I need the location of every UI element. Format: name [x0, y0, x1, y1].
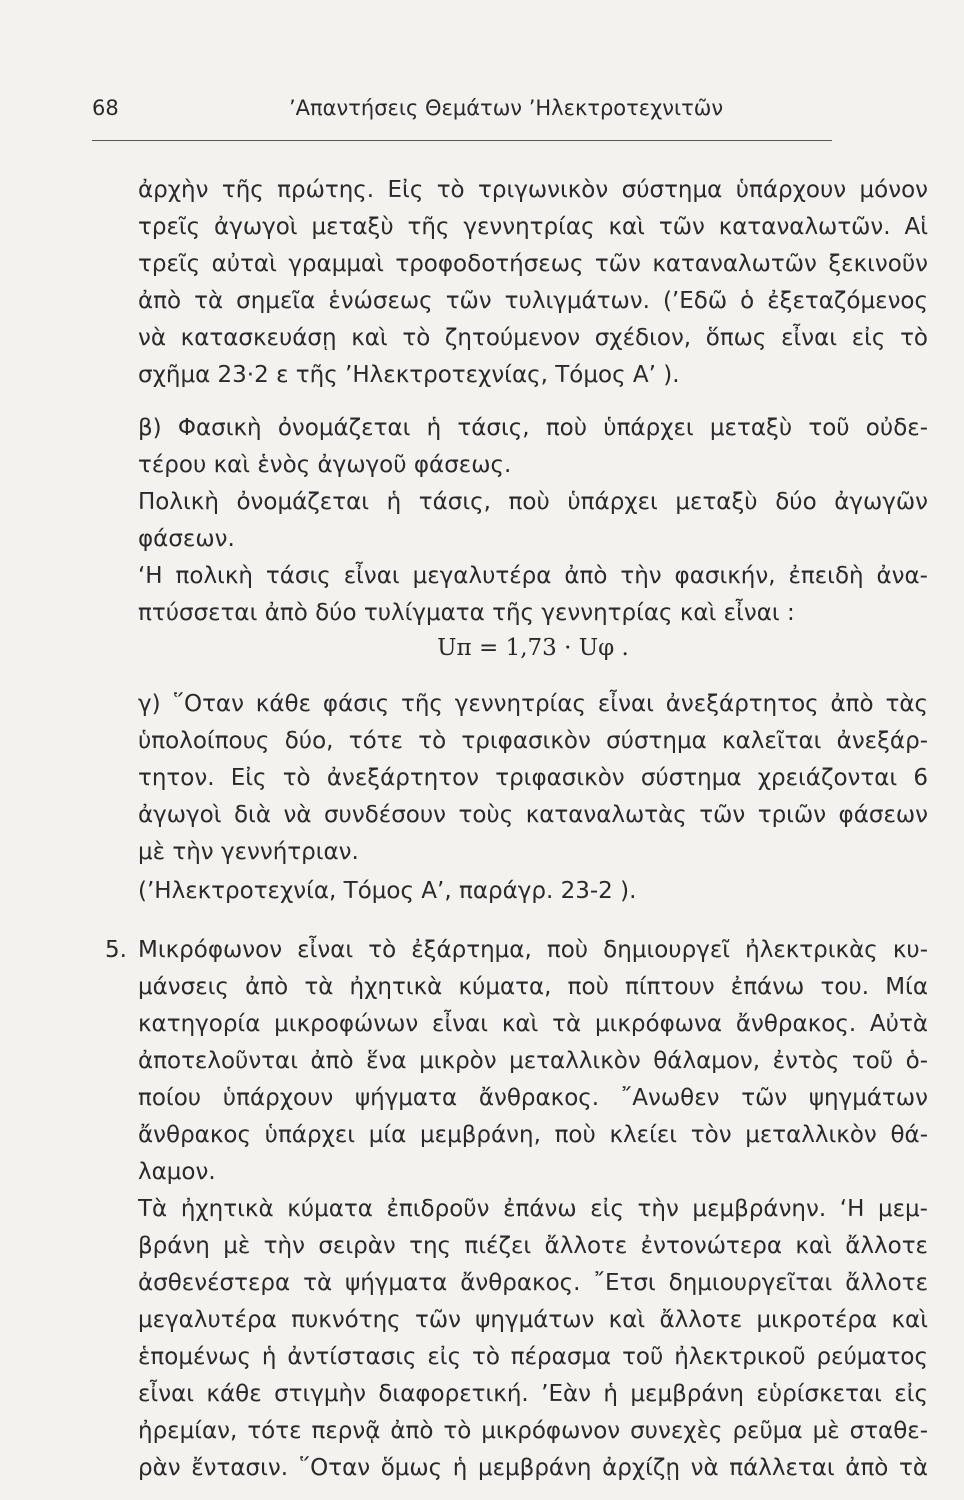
- text-line: β) Φασικὴ ὀνομάζεται ἡ τάσις, ποὺ ὑπάρχει μεταξὺ τοῦ οὐδε-: [138, 415, 928, 441]
- text-line: ‘Η πολικὴ τάσις εἶναι μεγαλυτέρα ἀπὸ τὴν φασικήν, ἐπειδὴ ἀνα-: [138, 563, 928, 589]
- running-title: ’Απαντήσεις Θεμάτων ’Ηλεκτροτεχνιτῶν: [289, 96, 724, 120]
- text-line: ἀπὸ τὰ σημεῖα ἑνώσεως τῶν τυλιγμάτων. (’Εδῶ ὁ ἐξεταζόμενος: [138, 288, 928, 314]
- text-line: ποίου ὑπάρχουν ψήγματα ἄνθρακος. ῎Ανωθεν τῶν ψηγμάτων: [138, 1085, 928, 1111]
- page-number: 68: [92, 96, 119, 120]
- text-line: τέρου καὶ ἑνὸς ἀγωγοῦ φάσεως.: [138, 452, 512, 478]
- text-line: λαμον.: [138, 1159, 216, 1185]
- text-line: ἠρεμίαν, τότε περνᾷ ἀπὸ τὸ μικρόφωνον συνεχὲς ρεῦμα μὲ σταθε-: [138, 1418, 928, 1444]
- text-line: τρεῖς αὐταὶ γραμμαὶ τροφοδοτήσεως τῶν καταναλωτῶν ξεκινοῦν: [138, 251, 928, 277]
- text-line: νὰ κατασκευάσῃ καὶ τὸ ζητούμενον σχέδιον, ὅπως εἶναι εἰς τὸ: [138, 325, 928, 351]
- formula: Uπ = 1,73 · Uφ .: [437, 635, 629, 661]
- text-line: μὲ τὴν γεννήτριαν.: [138, 839, 359, 865]
- text-line: ἀσθενέστερα τὰ ψήγματα ἄνθρακος. ῎Ετσι δημιουργεῖται ἄλλοτε: [138, 1270, 928, 1296]
- text-line: ἀγωγοὶ διὰ νὰ συνδέσουν τοὺς καταναλωτὰς τῶν τριῶν φάσεων: [138, 802, 928, 828]
- text-line: ἀποτελοῦνται ἀπὸ ἕνα μικρὸν μεταλλικὸν θάλαμον, ἐντὸς τοῦ ὁ-: [138, 1048, 928, 1074]
- text-line: ρὰν ἔντασιν. ῞Οταν ὅμως ἡ μεμβράνη ἀρχίζῃ νὰ πάλλεται ἀπὸ τὰ: [138, 1455, 928, 1481]
- item-number: 5.: [105, 937, 127, 963]
- header-rule: [92, 140, 832, 141]
- text-line: φάσεων.: [138, 526, 235, 552]
- text-line: ἑπομένως ἡ ἀντίστασις εἰς τὸ πέρασμα τοῦ ἠλεκτρικοῦ ρεύματος: [138, 1344, 928, 1370]
- text-line: σχῆμα 23·2 ε τῆς ’Ηλεκτροτεχνίας, Τόμος Α’ ).: [138, 362, 680, 388]
- text-line: ὑπολοίπους δύο, τότε τὸ τριφασικὸν σύστημα καλεῖται ἀνεξάρ-: [138, 728, 928, 754]
- text-line: βράνη μὲ τὴν σειρὰν της πιέζει ἄλλοτε ἐντονώτερα καὶ ἄλλοτε: [138, 1233, 928, 1259]
- text-line: εἶναι κάθε στιγμὴν διαφορετική. ’Εὰν ἡ μεμβράνη εὑρίσκεται εἰς: [138, 1381, 928, 1407]
- text-line: μάνσεις ἀπὸ τὰ ἠχητικὰ κύματα, ποὺ πίπτουν ἐπάνω του. Μία: [138, 974, 928, 1000]
- text-line: τρεῖς ἀγωγοὶ μεταξὺ τῆς γεννητρίας καὶ τῶν καταναλωτῶν. Αἱ: [138, 214, 928, 240]
- text-line: Τὰ ἠχητικὰ κύματα ἐπιδροῦν ἐπάνω εἰς τὴν μεμβράνην. ‘Η μεμ-: [138, 1196, 928, 1222]
- text-line: Μικρόφωνον εἶναι τὸ ἐξάρτημα, ποὺ δημιουργεῖ ἠλεκτρικὰς κυ-: [138, 937, 928, 963]
- text-line: Πολικὴ ὀνομάζεται ἡ τάσις, ποὺ ὑπάρχει μεταξὺ δύο ἀγωγῶν: [138, 489, 928, 515]
- text-line: γ) ῞Οταν κάθε φάσις τῆς γεννητρίας εἶναι ἀνεξάρτητος ἀπὸ τὰς: [138, 691, 928, 717]
- text-line: ἄνθρακος ὑπάρχει μία μεμβράνη, ποὺ κλείει τὸν μεταλλικὸν θά-: [138, 1122, 928, 1148]
- text-line: (’Ηλεκτροτεχνία, Τόμος Α’, παράγρ. 23-2 ).: [138, 878, 637, 904]
- page-header: [0, 96, 964, 136]
- text-line: ἀρχὴν τῆς πρώτης. Εἰς τὸ τριγωνικὸν σύστημα ὑπάρχουν μόνον: [138, 177, 928, 203]
- text-line: τητον. Εἰς τὸ ἀνεξάρτητον τριφασικὸν σύστημα χρειάζονται 6: [138, 765, 928, 791]
- text-line: μεγαλυτέρα πυκνότης τῶν ψηγμάτων καὶ ἄλλοτε μικροτέρα καὶ: [138, 1307, 928, 1333]
- text-line: κατηγορία μικροφώνων εἶναι καὶ τὰ μικρόφωνα ἄνθρακος. Αὐτὰ: [138, 1011, 928, 1037]
- text-line: πτύσσεται ἀπὸ δύο τυλίγματα τῆς γεννητρίας καὶ εἶναι :: [138, 600, 795, 626]
